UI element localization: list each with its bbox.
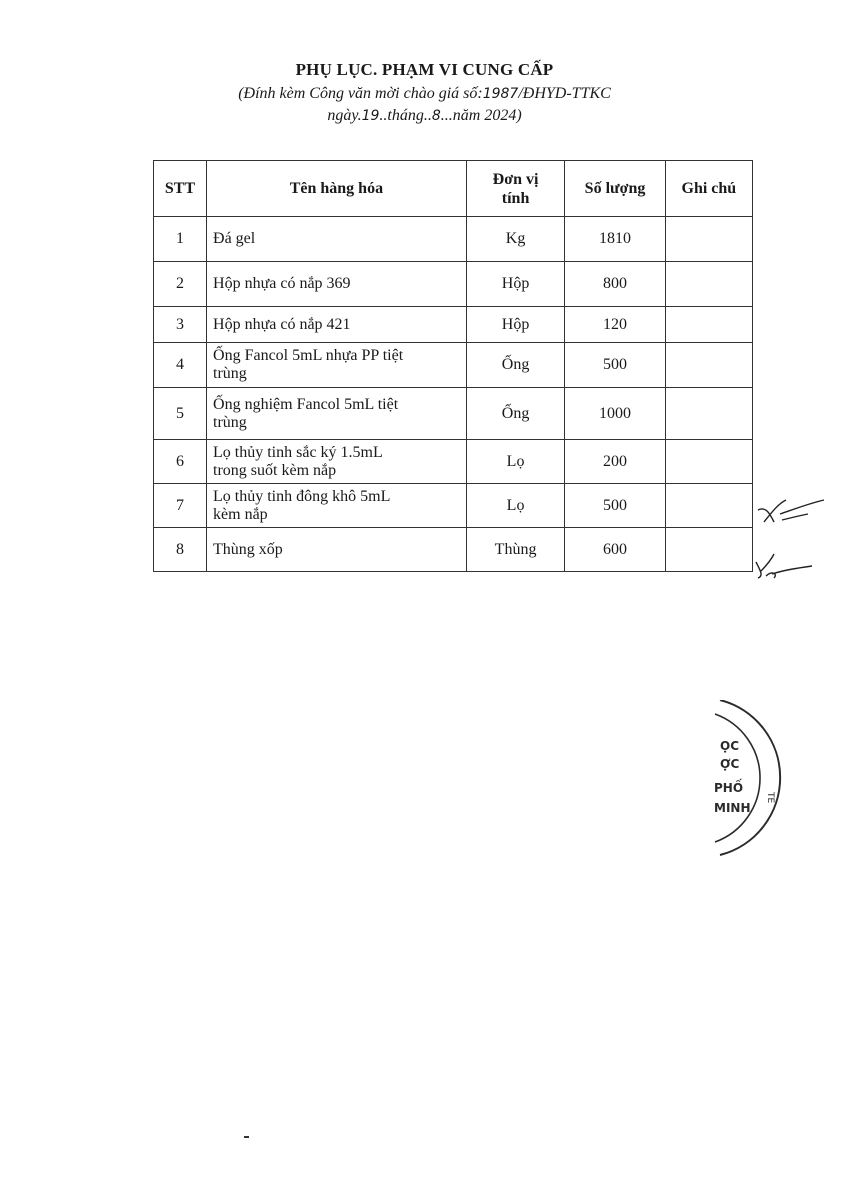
row-item-name	[207, 440, 467, 484]
month-label: ..tháng..	[379, 107, 432, 124]
page-title: PHỤ LỤC. PHẠM VI CUNG CẤP	[295, 60, 554, 79]
stamp-text-1: ỌC	[720, 739, 740, 753]
row-item-name-line1: Đá gel	[213, 230, 256, 247]
row-unit: Ống	[466, 343, 565, 388]
row-item-name	[207, 262, 467, 307]
row-item-name-line1: Lọ thủy tinh đông khô 5mL	[213, 487, 391, 505]
row-stt: 4	[154, 343, 207, 388]
row-stt: 1	[154, 217, 207, 262]
row-qty: 120	[565, 307, 665, 343]
row-item-name	[207, 388, 467, 440]
attachment-line	[0, 85, 849, 103]
year-text: ...năm 2024)	[440, 107, 522, 124]
table-header-row	[154, 161, 753, 217]
date-prefix: ngày.	[327, 107, 362, 124]
row-qty: 800	[565, 262, 665, 307]
row-unit: Hộp	[466, 262, 565, 307]
date-line	[0, 107, 849, 125]
stamp-text-3: PHỐ	[714, 781, 744, 795]
row-item-name	[207, 484, 467, 528]
date-month: 8	[431, 108, 441, 124]
row-stt: 8	[154, 528, 207, 572]
row-item-name-line1: Hộp nhựa có nắp 369	[213, 275, 351, 292]
row-qty: 1810	[565, 217, 665, 262]
signature-mark-2	[750, 548, 820, 584]
table-row	[154, 307, 753, 343]
row-unit: Kg	[466, 217, 565, 262]
row-unit: Thùng	[466, 528, 565, 572]
row-item-name	[207, 528, 467, 572]
header-note: Ghi chú	[665, 161, 752, 217]
row-note	[665, 343, 752, 388]
row-item-name-line2: trong suốt kèm nắp	[213, 461, 337, 479]
row-qty: 500	[565, 484, 665, 528]
table-row	[154, 388, 753, 440]
row-unit: Lọ	[466, 440, 565, 484]
header-qty: Số lượng	[565, 161, 665, 217]
stamp-text-2: ỢC	[720, 757, 740, 771]
document-number: 1987	[482, 86, 519, 102]
row-note	[665, 217, 752, 262]
row-item-name	[207, 307, 467, 343]
row-stt: 5	[154, 388, 207, 440]
date-day: 19	[361, 108, 380, 124]
row-item-name-line1: Ống Fancol 5mL nhựa PP tiệt	[213, 347, 404, 364]
table-row	[154, 217, 753, 262]
row-stt: 2	[154, 262, 207, 307]
row-unit: Hộp	[466, 307, 565, 343]
row-item-name-line2: trùng	[213, 365, 247, 382]
row-item-name-line1: Ống nghiệm Fancol 5mL tiệt	[213, 395, 399, 413]
row-item-name-line1: Lọ thủy tinh sắc ký 1.5mL	[213, 443, 383, 461]
header-unit-line1: Đơn vị	[492, 170, 539, 188]
row-note	[665, 440, 752, 484]
official-stamp	[700, 700, 800, 860]
stamp-edge-text: TE	[765, 792, 775, 804]
table-row	[154, 528, 753, 572]
row-stt: 6	[154, 440, 207, 484]
row-note	[665, 484, 752, 528]
row-qty: 600	[565, 528, 665, 572]
row-item-name-line1: Hộp nhựa có nắp 421	[213, 315, 351, 333]
row-note	[665, 528, 752, 572]
table-row	[154, 262, 753, 307]
attachment-prefix: (Đính kèm Công văn mời chào giá số:	[238, 85, 483, 102]
row-item-name	[207, 343, 467, 388]
row-item-name-line1: Thùng xốp	[213, 540, 283, 558]
row-item-name-line2: trùng	[213, 413, 247, 431]
table-row	[154, 484, 753, 528]
table-row	[154, 440, 753, 484]
row-qty: 200	[565, 440, 665, 484]
row-note	[665, 307, 752, 343]
header-name: Tên hàng hóa	[207, 161, 467, 217]
header-unit-line2: tính	[501, 189, 530, 207]
attachment-suffix: /ĐHYD-TTKC	[518, 85, 611, 102]
header-stt: STT	[154, 161, 207, 217]
header-unit	[466, 161, 565, 217]
row-unit: Lọ	[466, 484, 565, 528]
table-row	[154, 343, 753, 388]
row-note	[665, 262, 752, 307]
row-note	[665, 388, 752, 440]
stamp-text-4: MINH	[714, 801, 751, 815]
row-item-name	[207, 217, 467, 262]
supply-table	[153, 160, 753, 572]
signature-mark-1	[752, 492, 832, 532]
scan-speck	[244, 1136, 249, 1138]
row-qty: 1000	[565, 388, 665, 440]
row-stt: 3	[154, 307, 207, 343]
row-unit: Ống	[466, 388, 565, 440]
row-item-name-line2: kèm nắp	[213, 505, 268, 523]
row-stt: 7	[154, 484, 207, 528]
row-qty: 500	[565, 343, 665, 388]
